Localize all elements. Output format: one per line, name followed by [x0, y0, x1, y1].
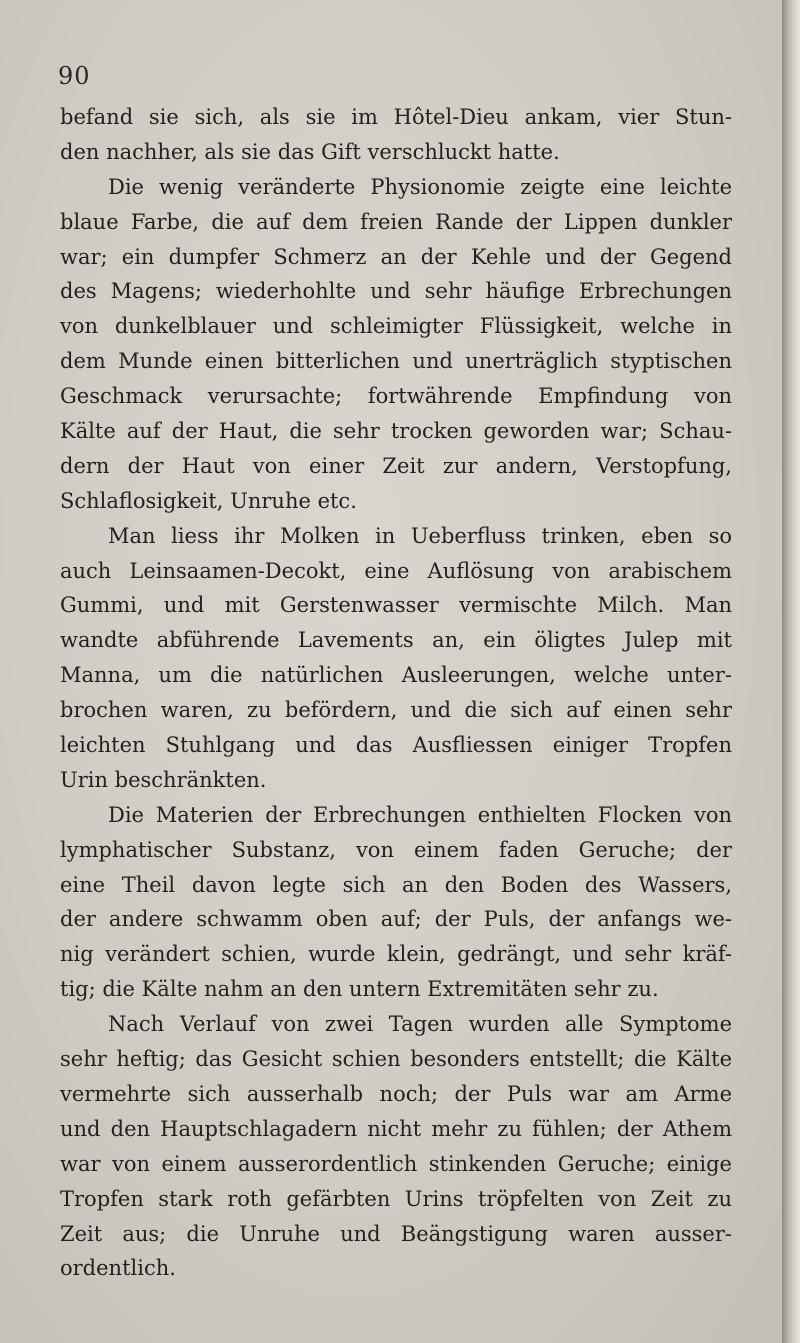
text-line: Schlaflosigkeit, Unruhe etc. — [60, 488, 357, 513]
text-line: Geschmack verursachte; fortwährende Empfindung von — [60, 384, 732, 409]
text-line: Die wenig veränderte Physionomie zeigte eine leichte — [108, 174, 732, 199]
text-line: Manna, um die natürlichen Ausleerungen, welche unter- — [60, 663, 732, 688]
text-line: dem Munde einen bitterlichen und unerträglich styptischen — [60, 349, 732, 374]
text-line: war; ein dumpfer Schmerz an der Kehle und der Gegend — [60, 244, 732, 269]
text-line: befand sie sich, als sie im Hôtel-Dieu ankam, vier Stun- — [60, 105, 732, 129]
text-line: blaue Farbe, die auf dem freien Rande der Lippen dunkler — [60, 209, 732, 234]
text-line: der andere schwamm oben auf; der Puls, der anfangs we- — [60, 907, 732, 932]
text-line: Tropfen stark roth gefärbten Urins tröpfelten von Zeit zu — [60, 1186, 732, 1211]
page-number: 90 — [58, 62, 91, 90]
text-line: Man liess ihr Molken in Ueberfluss trinken, eben so — [108, 523, 732, 548]
text-line: brochen waren, zu befördern, und die sich auf einen sehr — [60, 698, 732, 723]
text-line: eine Theil davon legte sich an den Boden des Wassers, — [60, 872, 732, 897]
text-line: wandte abführende Lavements an, ein öligtes Julep mit — [60, 628, 732, 653]
text-line: war von einem ausserordentlich stinkenden Geruche; einige — [60, 1151, 732, 1176]
text-line: von dunkelblauer und schleimigter Flüssigkeit, welche in — [60, 314, 732, 339]
body-text — [60, 100, 732, 1286]
text-line: und den Hauptschlagadern nicht mehr zu fühlen; der Athem — [60, 1116, 732, 1141]
text-line: Die Materien der Erbrechungen enthielten Flocken von — [108, 802, 732, 827]
text-line: den nachher, als sie das Gift verschluckt hatte. — [60, 139, 560, 164]
text-line: Urin beschränkten. — [60, 767, 267, 792]
text-line: Gummi, und mit Gerstenwasser vermischte Milch. Man — [60, 593, 732, 618]
text-line: Kälte auf der Haut, die sehr trocken geworden war; Schau- — [60, 419, 732, 444]
text-line: ordentlich. — [60, 1256, 176, 1281]
text-line: vermehrte sich ausserhalb noch; der Puls war am Arme — [60, 1081, 732, 1106]
text-line: dern der Haut von einer Zeit zur andern, Verstopfung, — [60, 453, 732, 478]
text-line: Nach Verlauf von zwei Tagen wurden alle Symptome — [108, 1012, 732, 1037]
text-line: leichten Stuhlgang und das Ausfliessen einiger Tropfen — [60, 733, 732, 758]
text-line: nig verändert schien, wurde klein, gedrängt, und sehr kräf- — [60, 942, 732, 967]
text-line: lymphatischer Substanz, von einem faden Geruche; der — [60, 837, 732, 862]
text-line: des Magens; wiederhohlte und sehr häufige Erbrechungen — [60, 279, 732, 304]
page-edge — [782, 0, 800, 1343]
text-line: sehr heftig; das Gesicht schien besonders entstellt; die Kälte — [60, 1047, 732, 1072]
text-line: auch Leinsaamen-Decokt, eine Auflösung von arabischem — [60, 558, 732, 583]
text-line: Zeit aus; die Unruhe und Beängstigung waren ausser- — [60, 1221, 732, 1246]
text-line: tig; die Kälte nahm an den untern Extremitäten sehr zu. — [60, 977, 659, 1002]
